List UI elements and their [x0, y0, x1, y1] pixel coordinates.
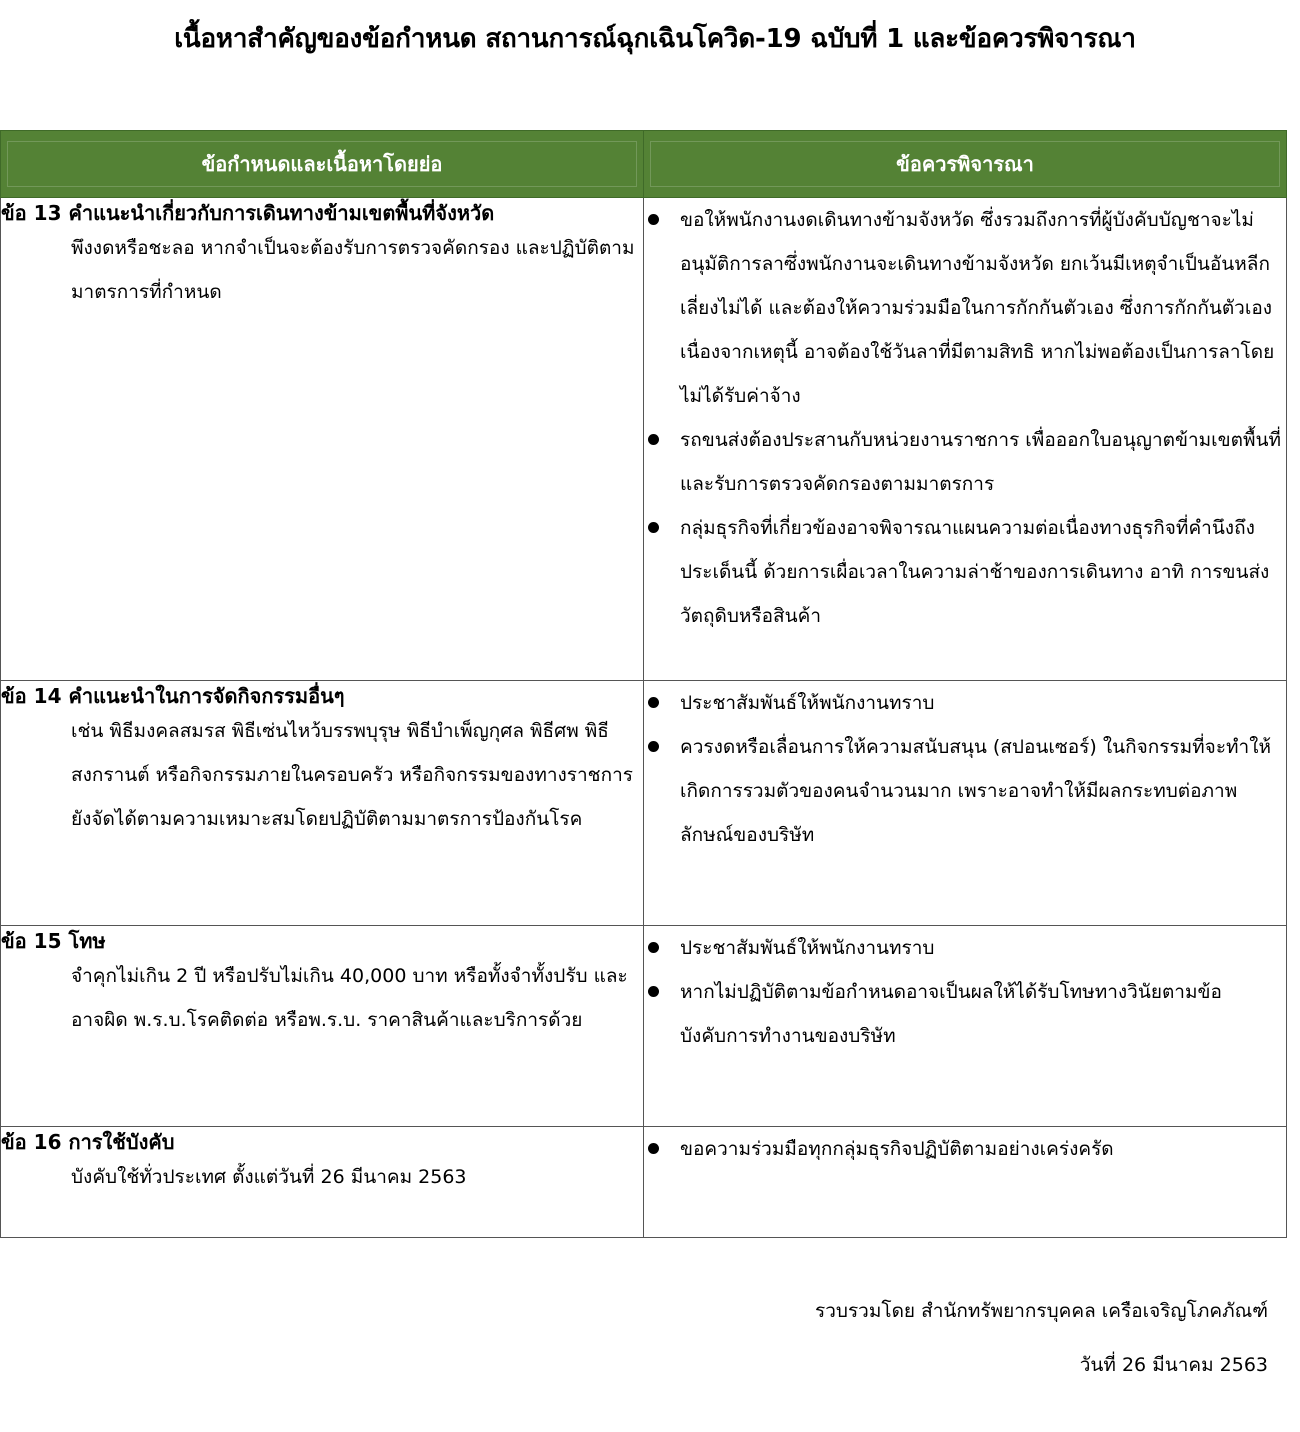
clause-number: ข้อ 14 — [1, 684, 62, 708]
list-item: กลุ่มธุรกิจที่เกี่ยวข้องอาจพิจารณาแผนความต่อเนื่องทางธุรกิจที่คำนึงถึงประเด็นนี้ ด้วยการเผื่อเวลาในความล่าช้าของการเดินทาง อาทิ การขนส่งวัตถุดิบหรือสินค้า — [644, 506, 1286, 638]
clause-heading — [1, 681, 643, 711]
consideration-list — [644, 681, 1286, 857]
table-row — [1, 198, 1287, 681]
table-header-row — [1, 131, 1287, 198]
clause-heading — [1, 198, 643, 228]
list-item: หากไม่ปฏิบัติตามข้อกำหนดอาจเป็นผลให้ได้รับโทษทางวินัยตามข้อบังคับการทำงานของบริษัท — [644, 970, 1286, 1058]
clause-body: เช่น พิธีมงคลสมรส พิธีเซ่นไหว้บรรพบุรุษ พิธีบำเพ็ญกุศล พิธีศพ พิธีสงกรานต์ หรือกิจกรรมภายในครอบครัว หรือกิจกรรมของทางราชการ ยังจัดได้ตามความเหมาะสมโดยปฏิบัติตามมาตรการป้องกันโรค — [71, 720, 633, 830]
list-item: ควรงดหรือเลื่อนการให้ความสนับสนุน (สปอนเซอร์) ในกิจกรรมที่จะทำให้เกิดการรวมตัวของคนจำนวนมาก เพราะอาจทำให้มีผลกระทบต่อภาพลักษณ์ของบริษัท — [644, 725, 1286, 857]
list-item: รถขนส่งต้องประสานกับหน่วยงานราชการ เพื่อออกใบอนุญาตข้ามเขตพื้นที่ และรับการตรวจคัดกรองตามมาตรการ — [644, 418, 1286, 506]
clause-body: บังคับใช้ทั่วประเทศ ตั้งแต่วันที่ 26 มีนาคม 2563 — [71, 1166, 467, 1188]
clause-body: จำคุกไม่เกิน 2 ปี หรือปรับไม่เกิน 40,000 บาท หรือทั้งจำทั้งปรับ และอาจผิด พ.ร.บ.โรคติดต่อ หรือพ.ร.บ. ราคาสินค้าและบริการด้วย — [71, 965, 628, 1031]
clause-heading — [1, 926, 643, 956]
bullet-icon — [648, 214, 659, 225]
table-row — [1, 1127, 1287, 1238]
bullet-icon — [648, 522, 659, 533]
rules-table — [0, 130, 1287, 1238]
consideration-cell — [644, 926, 1287, 1127]
list-item: ขอให้พนักงานงดเดินทางข้ามจังหวัด ซึ่งรวมถึงการที่ผู้บังคับบัญชาจะไม่อนุมัติการลาซึ่งพนักงานจะเดินทางข้ามจังหวัด ยกเว้นมีเหตุจำเป็นอันหลีกเลี่ยงไม่ได้ และต้องให้ความร่วมมือในการกักกันตัวเอง ซึ่งการกักกันตัวเองเนื่องจากเหตุนี้ อาจต้องใช้วันลาที่มีตามสิทธิ หากไม่พอต้องเป็นการลาโดยไม่ได้รับค่าจ้าง — [644, 198, 1286, 418]
consideration-cell — [644, 681, 1287, 926]
list-item: ขอความร่วมมือทุกกลุ่มธุรกิจปฏิบัติตามอย่างเคร่งครัด — [644, 1127, 1286, 1171]
header-clauses: ข้อกำหนดและเนื้อหาโดยย่อ — [1, 131, 644, 198]
header-considerations: ข้อควรพิจารณา — [644, 131, 1287, 198]
list-item: ประชาสัมพันธ์ให้พนักงานทราบ — [644, 681, 1286, 725]
clause-cell — [1, 926, 644, 1127]
clause-cell — [1, 198, 644, 681]
clause-body: พึงงดหรือชะลอ หากจำเป็นจะต้องรับการตรวจคัดกรอง และปฏิบัติตามมาตรการที่กำหนด — [71, 237, 635, 303]
bullet-icon — [648, 741, 659, 752]
bullet-icon — [648, 1143, 659, 1154]
bullet-icon — [648, 986, 659, 997]
clause-heading — [1, 1127, 643, 1157]
clause-title: โทษ — [68, 929, 106, 953]
compiled-by-text: รวบรวมโดย สำนักทรัพยากรบุคคล เครือเจริญโภคภัณฑ์ — [815, 1300, 1268, 1322]
footer-date: วันที่ 26 มีนาคม 2563 — [1079, 1354, 1268, 1376]
clause-title: การใช้บังคับ — [68, 1130, 175, 1154]
table-row — [1, 926, 1287, 1127]
page-title: เนื้อหาสำคัญของข้อกำหนด สถานการณ์ฉุกเฉินโควิด-19 ฉบับที่ 1 และข้อควรพิจารณา — [174, 24, 1136, 54]
clause-number: ข้อ 13 — [1, 201, 62, 225]
clause-title: คำแนะนำในการจัดกิจกรรมอื่นๆ — [68, 684, 345, 708]
clause-title: คำแนะนำเกี่ยวกับการเดินทางข้ามเขตพื้นที่จังหวัด — [68, 201, 495, 225]
bullet-icon — [648, 697, 659, 708]
clause-number: ข้อ 15 — [1, 929, 62, 953]
bullet-icon — [648, 942, 659, 953]
consideration-list — [644, 926, 1286, 1058]
clause-cell — [1, 681, 644, 926]
bullet-icon — [648, 434, 659, 445]
clause-cell — [1, 1127, 644, 1238]
consideration-list — [644, 198, 1286, 638]
consideration-cell — [644, 198, 1287, 681]
list-item: ประชาสัมพันธ์ให้พนักงานทราบ — [644, 926, 1286, 970]
consideration-list — [644, 1127, 1286, 1171]
consideration-cell — [644, 1127, 1287, 1238]
clause-number: ข้อ 16 — [1, 1130, 62, 1154]
table-row — [1, 681, 1287, 926]
